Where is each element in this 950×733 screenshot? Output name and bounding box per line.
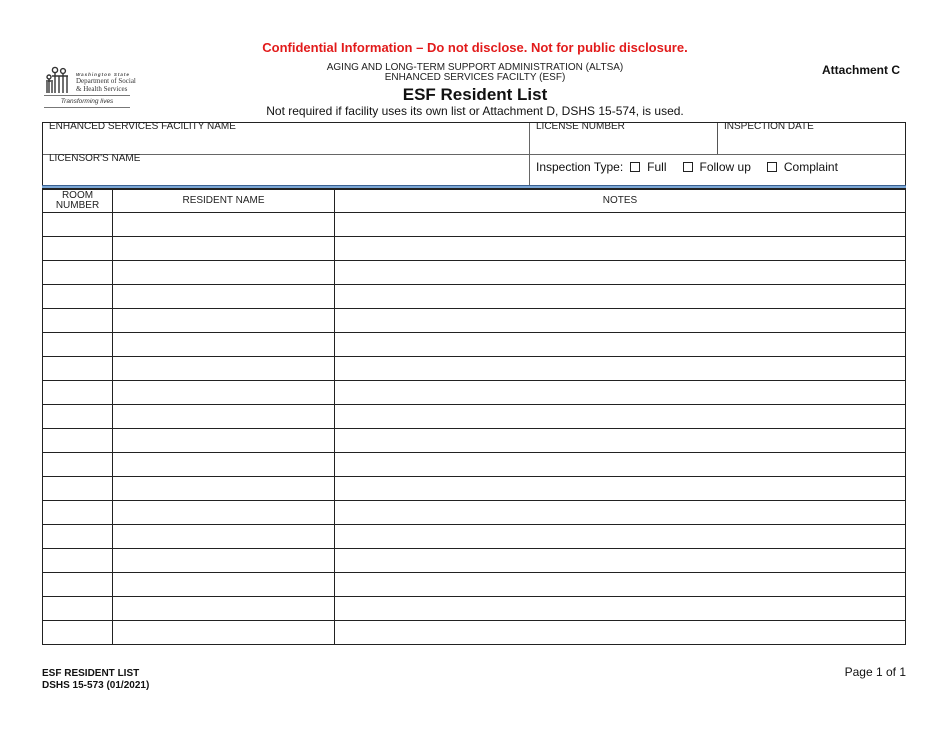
divider	[43, 154, 905, 155]
resident-name-cell[interactable]	[113, 453, 335, 477]
room-number-cell[interactable]	[43, 405, 113, 429]
logo-state: Washington State	[76, 72, 130, 77]
table-row	[43, 429, 906, 453]
notes-cell[interactable]	[335, 597, 906, 621]
room-number-cell[interactable]	[43, 333, 113, 357]
table-row	[43, 333, 906, 357]
table-row	[43, 477, 906, 501]
facility-info-section	[42, 122, 906, 187]
inspection-type-group	[536, 160, 838, 174]
facility-name-field[interactable]: ENHANCED SERVICES FACILITY NAME	[49, 121, 236, 132]
resident-name-cell[interactable]	[113, 357, 335, 381]
table-row	[43, 453, 906, 477]
resident-name-cell[interactable]	[113, 333, 335, 357]
notes-cell[interactable]	[335, 525, 906, 549]
resident-name-cell[interactable]	[113, 525, 335, 549]
divider	[529, 123, 530, 187]
resident-name-cell[interactable]	[113, 429, 335, 453]
inspection-date-field[interactable]: INSPECTION DATE	[724, 121, 814, 132]
resident-name-cell[interactable]	[113, 573, 335, 597]
table-row	[43, 261, 906, 285]
complaint-checkbox[interactable]	[767, 162, 777, 172]
divider	[717, 123, 718, 154]
logo-tagline: Transforming lives	[60, 98, 114, 105]
inspection-type-label: Inspection Type:	[536, 160, 624, 174]
room-number-cell[interactable]	[43, 549, 113, 573]
column-header-notes: NOTES	[335, 190, 906, 213]
notes-cell[interactable]	[335, 213, 906, 237]
page-title: ESF Resident List	[402, 85, 548, 104]
form-identifier: ESF RESIDENT LIST DSHS 15-573 (01/2021)	[42, 668, 150, 691]
license-number-field[interactable]: LICENSE NUMBER	[536, 121, 625, 132]
table-row	[43, 501, 906, 525]
resident-name-cell[interactable]	[113, 621, 335, 645]
resident-name-cell[interactable]	[113, 213, 335, 237]
room-number-cell[interactable]	[43, 597, 113, 621]
confidential-notice: Confidential Information – Do not disclose. Not for public disclosure.	[262, 40, 688, 55]
room-number-cell[interactable]	[43, 573, 113, 597]
table-row	[43, 525, 906, 549]
table-row	[43, 621, 906, 645]
resident-table	[42, 189, 906, 645]
follow-up-label: Follow up	[699, 160, 751, 174]
complaint-label: Complaint	[783, 160, 838, 174]
room-number-cell[interactable]	[43, 381, 113, 405]
room-number-cell[interactable]	[43, 213, 113, 237]
notes-cell[interactable]	[335, 501, 906, 525]
column-header-room-number: ROOM NUMBER	[43, 190, 113, 213]
notes-cell[interactable]	[335, 429, 906, 453]
agency-heading: AGING AND LONG-TERM SUPPORT ADMINISTRATION (ALTSA) ENHANCED SERVICES FACILTY (ESF)	[326, 62, 624, 83]
notes-cell[interactable]	[335, 261, 906, 285]
notes-cell[interactable]	[335, 621, 906, 645]
resident-name-cell[interactable]	[113, 261, 335, 285]
table-row	[43, 549, 906, 573]
room-number-cell[interactable]	[43, 525, 113, 549]
notes-cell[interactable]	[335, 309, 906, 333]
room-number-cell[interactable]	[43, 309, 113, 333]
follow-up-checkbox[interactable]	[683, 162, 693, 172]
notes-cell[interactable]	[335, 549, 906, 573]
table-row	[43, 573, 906, 597]
room-number-cell[interactable]	[43, 621, 113, 645]
licensor-name-field[interactable]: LICENSOR'S NAME	[49, 153, 141, 164]
table-row	[43, 309, 906, 333]
room-number-cell[interactable]	[43, 429, 113, 453]
full-label: Full	[647, 160, 667, 174]
notes-cell[interactable]	[335, 381, 906, 405]
attachment-label: Attachment C	[821, 63, 900, 77]
notes-cell[interactable]	[335, 405, 906, 429]
page-subtitle: Not required if facility uses its own list or Attachment D, DSHS 15-574, is used.	[266, 104, 684, 118]
resident-name-cell[interactable]	[113, 477, 335, 501]
page-number: Page 1 of 1	[844, 665, 906, 679]
resident-name-cell[interactable]	[113, 309, 335, 333]
logo-department: Department of Social & Health Services	[76, 77, 136, 93]
table-row	[43, 237, 906, 261]
room-number-cell[interactable]	[43, 285, 113, 309]
room-number-cell[interactable]	[43, 501, 113, 525]
full-checkbox[interactable]	[630, 162, 640, 172]
resident-name-cell[interactable]	[113, 501, 335, 525]
room-number-cell[interactable]	[43, 261, 113, 285]
table-row	[43, 357, 906, 381]
resident-name-cell[interactable]	[113, 549, 335, 573]
resident-name-cell[interactable]	[113, 381, 335, 405]
room-number-cell[interactable]	[43, 237, 113, 261]
table-row	[43, 405, 906, 429]
table-header-row	[43, 190, 906, 213]
resident-name-cell[interactable]	[113, 405, 335, 429]
resident-name-cell[interactable]	[113, 237, 335, 261]
room-number-cell[interactable]	[43, 477, 113, 501]
notes-cell[interactable]	[335, 333, 906, 357]
table-row	[43, 597, 906, 621]
table-row	[43, 285, 906, 309]
notes-cell[interactable]	[335, 357, 906, 381]
notes-cell[interactable]	[335, 453, 906, 477]
notes-cell[interactable]	[335, 285, 906, 309]
resident-name-cell[interactable]	[113, 597, 335, 621]
notes-cell[interactable]	[335, 237, 906, 261]
room-number-cell[interactable]	[43, 357, 113, 381]
table-row	[43, 213, 906, 237]
resident-name-cell[interactable]	[113, 285, 335, 309]
notes-cell[interactable]	[335, 477, 906, 501]
room-number-cell[interactable]	[43, 453, 113, 477]
table-row	[43, 381, 906, 405]
notes-cell[interactable]	[335, 573, 906, 597]
column-header-resident-name: RESIDENT NAME	[113, 190, 335, 213]
